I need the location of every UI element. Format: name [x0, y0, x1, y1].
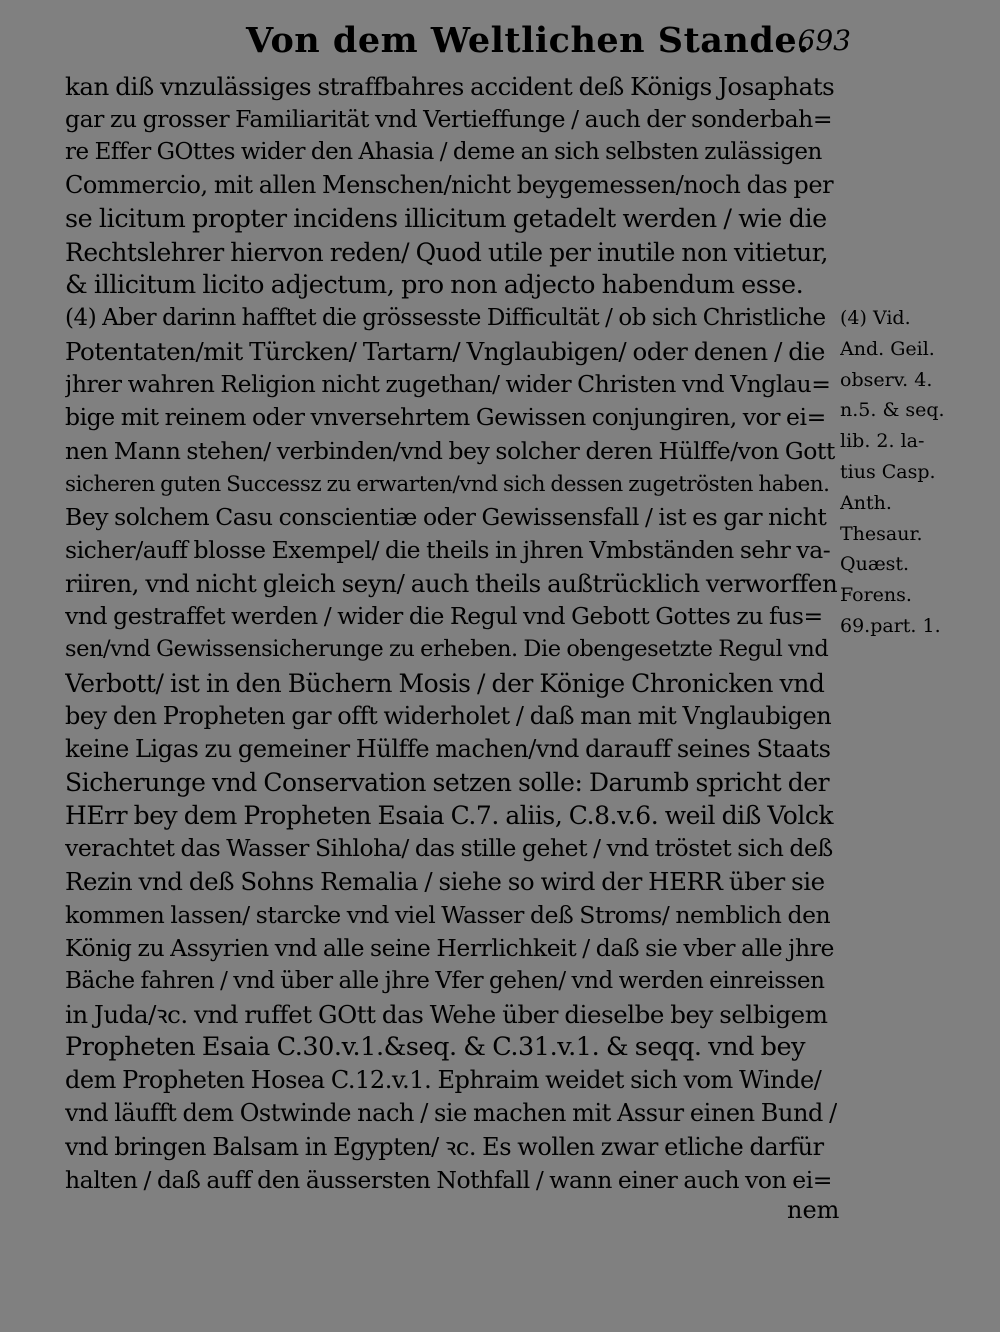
text-line: Commercio, mit allen Menschen/nicht beygemessen/noch das per — [65, 171, 834, 200]
text-line: (4) Aber darinn hafftet die grössesste Difficultät / ob sich Christliche — [65, 304, 826, 331]
text-line: gar zu grosser Familiarität vnd Vertieffunge / auch der sonderbah= — [65, 105, 833, 134]
text-line: Propheten Esaia C.30.v.1.&seq. & C.31.v.1. & seqq. vnd bey — [65, 1032, 806, 1063]
page-header — [60, 14, 851, 64]
text-line: Bäche fahren / vnd über alle jhre Vfer gehen/ vnd werden einreissen — [65, 967, 825, 994]
text-line: keine Ligas zu gemeiner Hülffe machen/vnd darauff seines Staats — [65, 734, 831, 763]
body-text — [65, 70, 837, 1197]
text-line: re Effer GOttes wider den Ahasia / deme an sich selbsten zulässigen — [65, 139, 822, 166]
text-line: Potentaten/mit Türcken/ Tartarn/ Vnglaubigen/ oder denen / die — [65, 337, 825, 367]
text-line: jhrer wahren Religion nicht zugethan/ wider Christen vnd Vnglau= — [65, 370, 831, 399]
note-line: Anth. — [840, 491, 892, 514]
note-line: tius Casp. — [840, 460, 936, 483]
note-line: observ. 4. — [840, 368, 933, 391]
note-line: n.5. & seq. — [840, 399, 945, 422]
text-line: nen Mann stehen/ verbinden/vnd bey solcher deren Hülffe/von Gott — [65, 436, 835, 465]
text-line: bige mit reinem oder vnversehrtem Gewissen conjungiren, vor ei= — [65, 403, 826, 432]
text-line: Rezin vnd deß Sohns Remalia / siehe so wird der HERR über sie — [65, 867, 825, 897]
text-line: sen/vnd Gewissensicherunge zu erheben. Die obengesetzte Regul vnd — [65, 636, 829, 663]
running-head: Von dem Weltlichen Stande. — [246, 20, 810, 61]
text-line: Rechtslehrer hiervon reden/ Quod utile per inutile non vitietur, — [65, 237, 829, 267]
text-line: & illicitum licito adjectum, pro non adjecto habendum esse. — [65, 269, 804, 300]
text-line: HErr bey dem Propheten Esaia C.7. aliis, C.8.v.6. weil diß Volck — [65, 801, 834, 831]
text-line: Verbott/ ist in den Büchern Mosis / der Könige Chronicken vnd — [65, 668, 825, 698]
text-line: vnd bringen Balsam in Egypten/ ꝛc. Es wollen zwar etliche darfür — [65, 1132, 824, 1161]
text-line: sicher/auff blosse Exempel/ die theils in jhren Vmbständen sehr va- — [65, 535, 831, 564]
text-line: kan diß vnzulässiges straffbahres accident deß Königs Josaphats — [65, 72, 835, 101]
catchword: nem — [787, 1196, 840, 1224]
note-line: lib. 2. la- — [840, 430, 925, 453]
text-line: Sicherunge vnd Conservation setzen solle: Darumb spricht der — [65, 767, 830, 797]
text-line: vnd läufft dem Ostwinde nach / sie machen mit Assur einen Bund / — [65, 1099, 837, 1128]
text-line: se licitum propter incidens illicitum getadelt werden / wie die — [65, 203, 827, 234]
note-line: And. Geil. — [840, 337, 935, 360]
text-line: König zu Assyrien vnd alle seine Herrlichkeit / daß sie vber alle jhre — [65, 933, 834, 962]
text-line: verachtet das Wasser Sihloha/ das stille gehet / vnd tröstet sich deß — [65, 834, 833, 863]
note-line: Forens. — [840, 584, 912, 607]
text-line: dem Propheten Hosea C.12.v.1. Ephraim weidet sich vom Winde/ — [65, 1066, 822, 1095]
text-line: halten / daß auff den äussersten Nothfall / wann einer auch von ei= — [65, 1165, 833, 1194]
note-line: (4) Vid. — [840, 307, 911, 329]
text-line: sicheren guten Successz zu erwarten/vnd sich dessen zugetrösten haben. — [65, 471, 830, 497]
marginal-note — [840, 303, 990, 642]
text-line: in Juda/ꝛc. vnd ruffet GOtt das Wehe über dieselbe bey selbigem — [65, 999, 828, 1029]
note-line: Thesaur. — [840, 522, 923, 545]
text-line: kommen lassen/ starcke vnd viel Wasser deß Stroms/ nemblich den — [65, 900, 831, 929]
text-line: riiren, vnd nicht gleich seyn/ auch theils außtrücklich verworffen — [65, 569, 837, 599]
page-number: 693 — [797, 24, 851, 57]
note-line: Quæst. — [840, 553, 910, 576]
note-line: 69.part. 1. — [840, 614, 941, 637]
text-line: bey den Propheten gar offt widerholet / daß man mit Vnglaubigen — [65, 701, 832, 730]
text-line: vnd gestraffet werden / wider die Regul vnd Gebott Gottes zu fus= — [65, 602, 823, 631]
text-line: Bey solchem Casu conscientiæ oder Gewissensfall / ist es gar nicht — [65, 502, 827, 531]
